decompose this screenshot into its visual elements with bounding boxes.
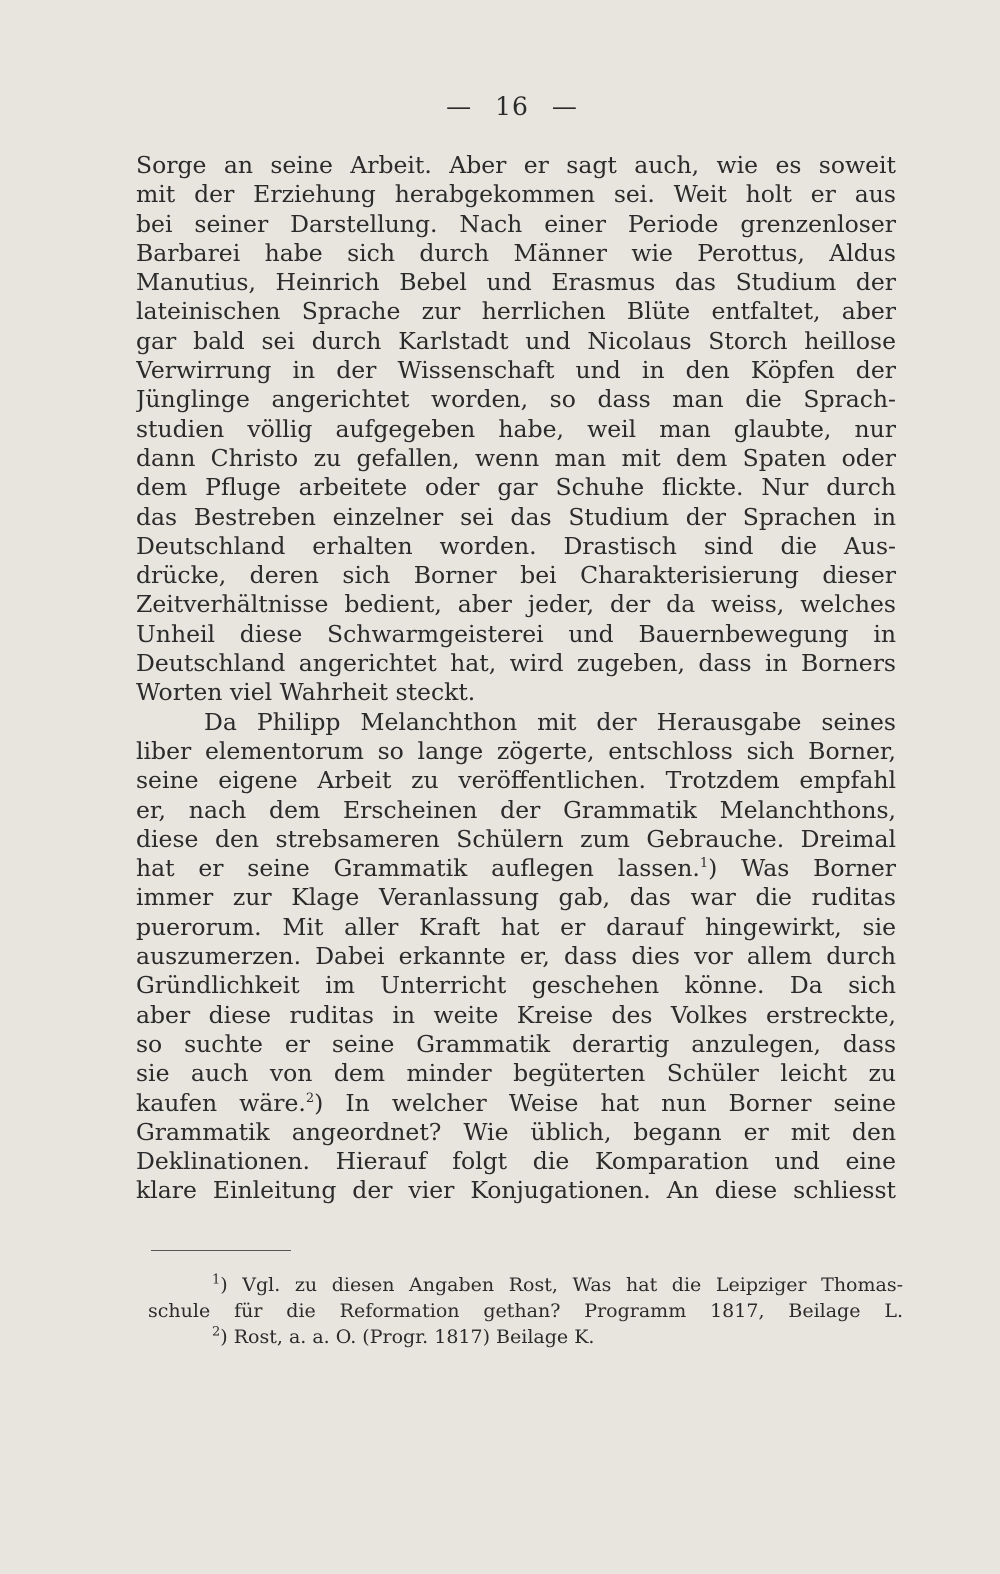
text-line: lateinischen Sprache zur herrlichen Blüte entfaltet, aber [136, 297, 896, 326]
text-line: Verwirrung in der Wissenschaft und in den Köpfen der [136, 356, 896, 385]
text-line: immer zur Klage Veranlassung gab, das war die ruditas [136, 883, 896, 912]
text-line: dann Christo zu gefallen, wenn man mit dem Spaten oder [136, 443, 896, 472]
footnote-1: $^1$) Vgl. zu diesen Angaben Rost, Was hat die Leipziger Thomas- [212, 1272, 903, 1296]
text-line: seine eigene Arbeit zu veröffentlichen. Trotzdem empfahl [136, 766, 896, 795]
text-segment: Was Borner [741, 854, 896, 883]
text-line: Deutschland erhalten worden. Drastisch sind die Aus- [136, 531, 896, 560]
text-line-with-footnote-ref: hat er seine Grammatik auflegen lassen.$^1$) Was Borner [136, 854, 896, 883]
text-line: sie auch von dem minder begüterten Schüler leicht zu [136, 1059, 896, 1088]
text-line: puerorum. Mit aller Kraft hat er darauf hingewirkt, sie [136, 912, 896, 941]
footnote-marker: 1 [212, 1272, 221, 1288]
footnote-ref: 1 [699, 856, 709, 872]
text-segment: hat er seine Grammatik auflegen lassen. [136, 854, 700, 883]
footnote-1-continuation: schule für die Reformation gethan? Programm 1817, Beilage L. [148, 1300, 903, 1322]
text-line: dem Pfluge arbeitete oder gar Schuhe flickte. Nur durch [136, 473, 896, 502]
footnotes [148, 1272, 903, 1350]
text-line: Worten viel Wahrheit steckt. [136, 678, 476, 707]
text-line: das Bestreben einzelner sei das Studium der Sprachen in [136, 502, 896, 531]
footnote-marker: 2 [212, 1324, 221, 1340]
footnote-text: Rost, a. a. O. (Progr. 1817) Beilage K. [233, 1326, 595, 1348]
text-line: Da Philipp Melanchthon mit der Herausgabe seines [204, 707, 896, 736]
text-line: Manutius, Heinrich Bebel und Erasmus das Studium der [136, 268, 896, 297]
footnote-2: $^2$) Rost, a. a. O. (Progr. 1817) Beilage K. [212, 1324, 595, 1348]
text-line: studien völlig aufgegeben habe, weil man glaubte, nur [136, 414, 896, 443]
text-line: Grammatik angeordnet? Wie üblich, begann er mit den [136, 1117, 896, 1146]
text-line: Jünglinge angerichtet worden, so dass man die Sprach- [136, 385, 896, 414]
body-text [136, 151, 896, 1206]
footnote-text: Vgl. zu diesen Angaben Rost, Was hat die Leipziger Thomas- [242, 1274, 903, 1296]
text-line-with-footnote-ref: kaufen wäre.$^2$) In welcher Weise hat nun Borner seine [136, 1088, 896, 1117]
footnote-ref: 2 [305, 1090, 315, 1106]
text-line: diese den strebsameren Schülern zum Gebrauche. Dreimal [136, 824, 896, 853]
text-line: drücke, deren sich Borner bei Charakterisierung dieser [136, 561, 896, 590]
text-segment: kaufen wäre. [136, 1088, 306, 1117]
text-line: Deklinationen. Hierauf folgt die Komparation und eine [136, 1147, 896, 1176]
text-line: aber diese ruditas in weite Kreise des Volkes erstreckte, [136, 1000, 896, 1029]
text-line: Barbarei habe sich durch Männer wie Perottus, Aldus [136, 238, 896, 267]
text-line: auszumerzen. Dabei erkannte er, dass dies vor allem durch [136, 942, 896, 971]
text-line: er, nach dem Erscheinen der Grammatik Melanchthons, [136, 795, 896, 824]
text-line: liber elementorum so lange zögerte, entschloss sich Borner, [136, 736, 896, 765]
text-line: mit der Erziehung herabgekommen sei. Weit holt er aus [136, 180, 896, 209]
text-line: Deutschland angerichtet hat, wird zugeben, dass in Borners [136, 649, 896, 678]
text-line: Unheil diese Schwarmgeisterei und Bauernbewegung in [136, 619, 896, 648]
text-line: bei seiner Darstellung. Nach einer Periode grenzenloser [136, 209, 896, 238]
text-line: Gründlichkeit im Unterricht geschehen könne. Da sich [136, 971, 896, 1000]
text-line: klare Einleitung der vier Konjugationen. An diese schliesst [136, 1176, 896, 1205]
text-segment: In welcher Weise hat nun Borner seine [345, 1088, 896, 1117]
text-line: gar bald sei durch Karlstadt und Nicolaus Storch heillose [136, 326, 896, 355]
text-line: Zeitverhältnisse bedient, aber jeder, der da weiss, welches [136, 590, 896, 619]
page-number: — 16 — [446, 92, 578, 121]
text-line: so suchte er seine Grammatik derartig anzulegen, dass [136, 1029, 896, 1058]
text-line: Sorge an seine Arbeit. Aber er sagt auch, wie es soweit [136, 151, 896, 179]
footnote-divider [151, 1250, 291, 1251]
